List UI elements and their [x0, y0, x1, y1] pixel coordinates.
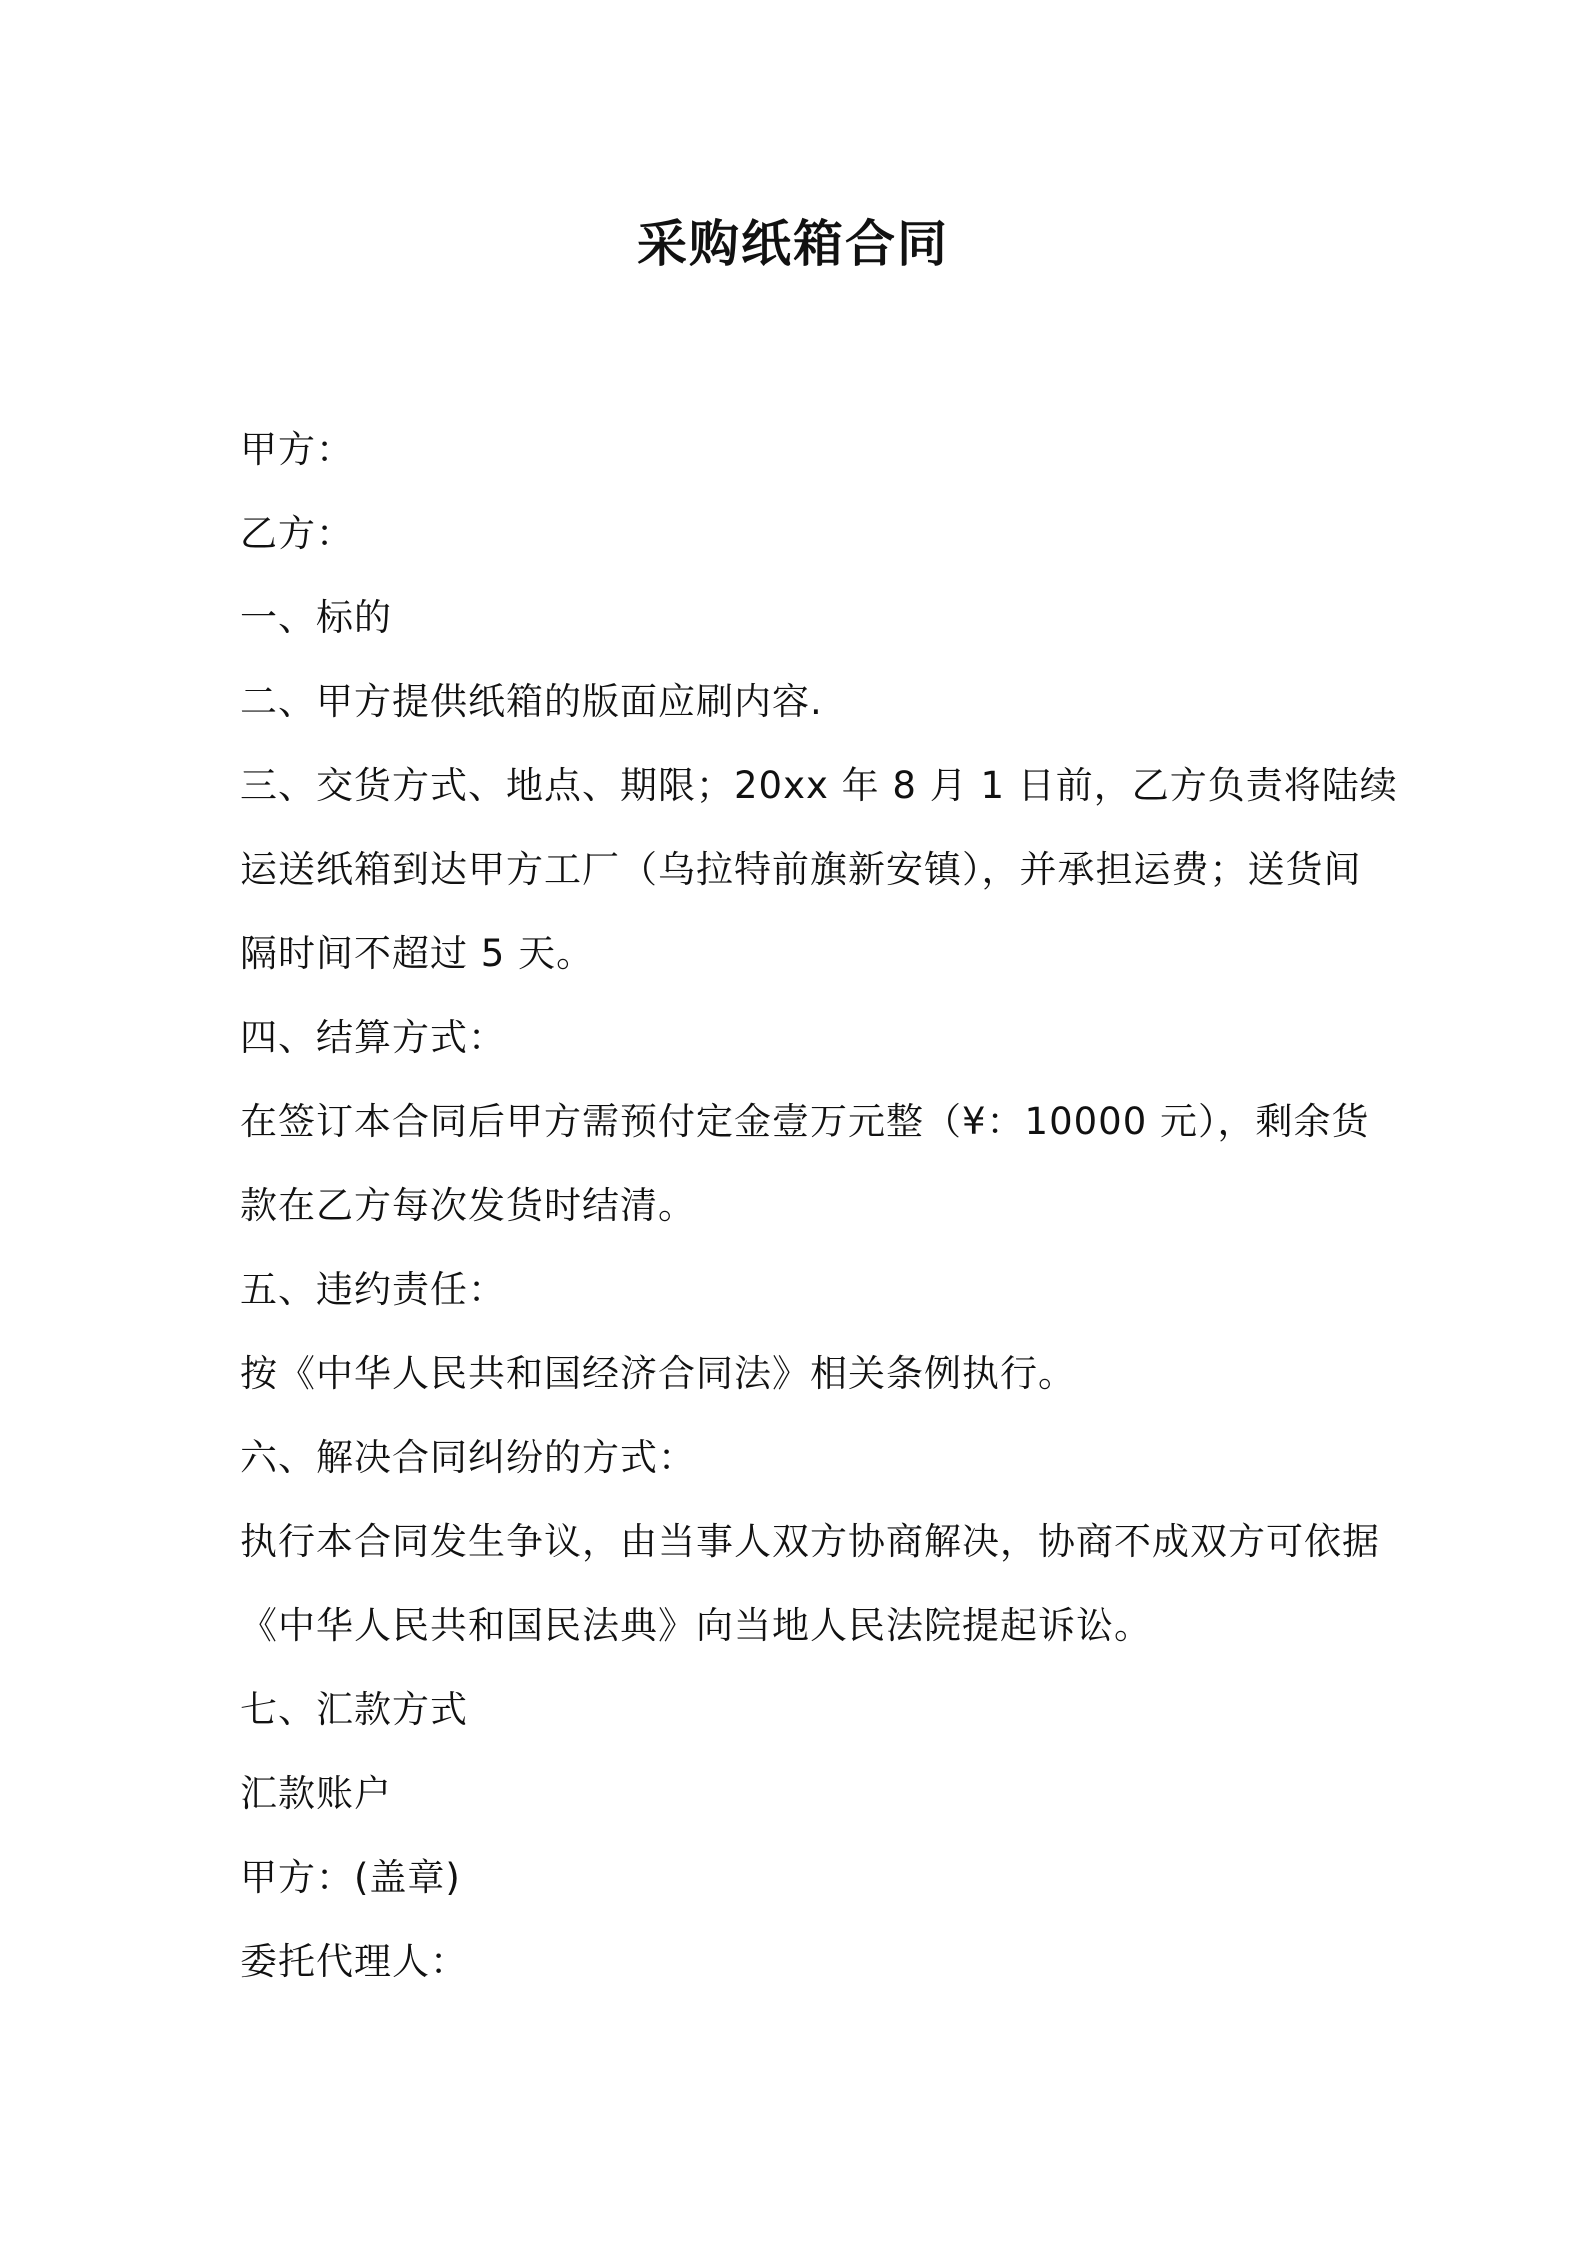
section-4-text-line-1: 在签订本合同后甲方需预付定金壹万元整（¥：10000 元），剩余货 [240, 1100, 1370, 1143]
document-title: 采购纸箱合同 [637, 215, 949, 273]
section-3-text-line-1: 三、交货方式、地点、期限；20xx 年 8 月 1 日前，乙方负责将陆续 [240, 764, 1398, 807]
section-3-text-line-3: 隔时间不超过 5 天。 [240, 932, 595, 975]
section-4-text-line-2: 款在乙方每次发货时结清。 [240, 1184, 696, 1227]
section-3-text-line-2: 运送纸箱到达甲方工厂（乌拉特前旗新安镇），并承担运费；送货间 [240, 848, 1362, 891]
section-5-text: 按《中华人民共和国经济合同法》相关条例执行。 [240, 1352, 1076, 1395]
document-body [240, 408, 1398, 2004]
remittance-account-line: 汇款账户 [240, 1772, 392, 1815]
section-1-heading: 一、标的 [240, 596, 392, 639]
section-7-heading: 七、汇款方式 [240, 1688, 468, 1731]
party-a-line: 甲方： [240, 428, 354, 471]
section-2-text: 二、甲方提供纸箱的版面应刷内容. [240, 680, 823, 723]
party-b-line: 乙方： [240, 512, 354, 555]
section-5-heading: 五、违约责任： [240, 1268, 506, 1311]
section-4-heading: 四、结算方式： [240, 1016, 506, 1059]
section-6-heading: 六、解决合同纠纷的方式： [240, 1436, 696, 1479]
authorized-agent-line: 委托代理人： [240, 1940, 468, 1983]
section-6-text-line-2: 《中华人民共和国民法典》向当地人民法院提起诉讼。 [240, 1604, 1152, 1647]
section-6-text-line-1: 执行本合同发生争议，由当事人双方协商解决，协商不成双方可依据 [240, 1520, 1380, 1563]
party-a-seal-line: 甲方：(盖章) [240, 1856, 461, 1899]
